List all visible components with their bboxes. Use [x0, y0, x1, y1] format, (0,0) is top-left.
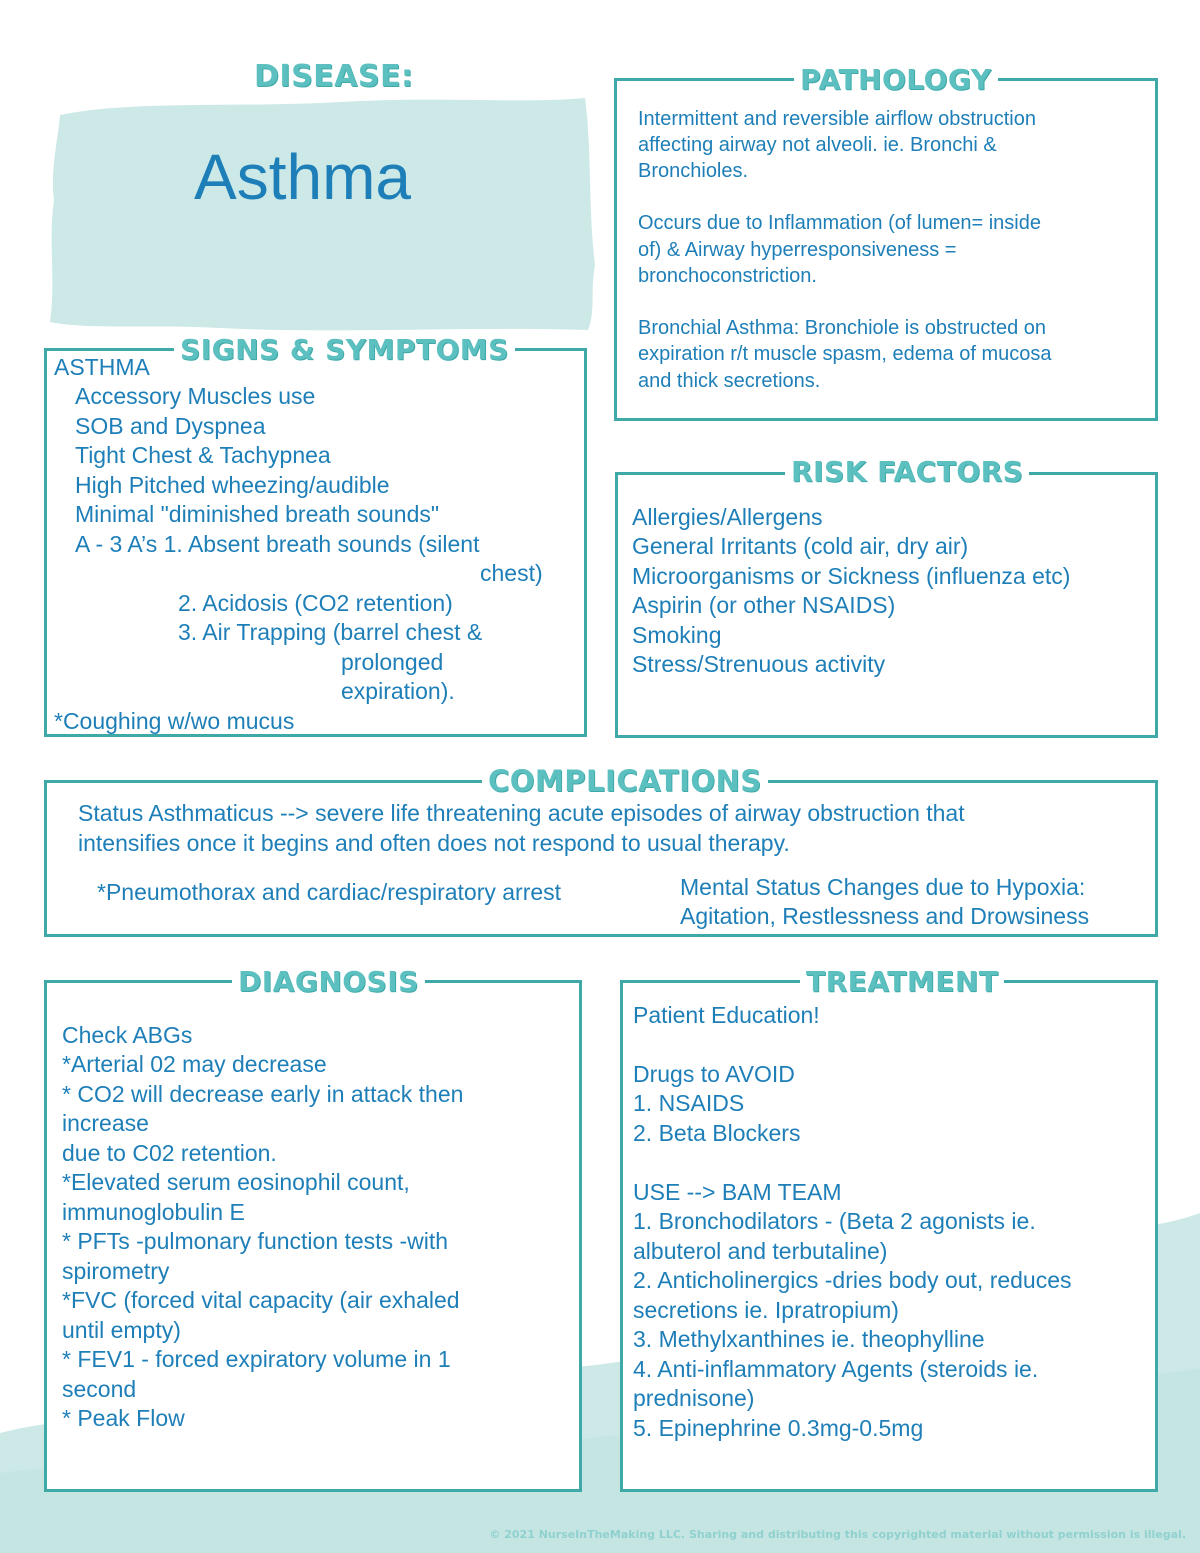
diagnosis-line: increase — [62, 1110, 149, 1136]
treatment-line: 1. NSAIDS — [633, 1090, 745, 1116]
signs-line: *Coughing w/wo mucus — [54, 708, 295, 734]
risk-factors-heading: RISK FACTORS — [785, 458, 1029, 486]
diagnosis-line: *Elevated serum eosinophil count, — [62, 1169, 410, 1195]
risk-line: Microorganisms or Sickness (influenza etc) — [632, 563, 1071, 589]
treatment-line: 1. Bronchodilators - (Beta 2 agonists ie. — [633, 1208, 1036, 1234]
pathology-line: of) & Airway hyperresponsiveness = — [638, 239, 957, 261]
diagnosis-line: * PFTs -pulmonary function tests -with — [62, 1228, 449, 1254]
signs-line: prolonged — [341, 649, 444, 675]
signs-line: chest) — [480, 560, 543, 586]
complications-heading: COMPLICATIONS — [482, 767, 768, 796]
risk-line: Allergies/Allergens — [632, 504, 823, 530]
diagnosis-line: Check ABGs — [62, 1022, 193, 1048]
pathology-line: Intermittent and reversible airflow obstruction — [638, 108, 1036, 130]
pathology-line: Bronchioles. — [638, 160, 749, 182]
diagnosis-line: * CO2 will decrease early in attack then — [62, 1081, 464, 1107]
signs-line: expiration). — [341, 678, 455, 704]
treatment-heading: TREATMENT — [800, 968, 1004, 996]
pathology-line: bronchoconstriction. — [638, 265, 817, 287]
diagnosis-line: spirometry — [62, 1258, 170, 1284]
signs-line: Minimal "diminished breath sounds" — [75, 501, 440, 527]
complications-line: *Pneumothorax and cardiac/respiratory arrest — [97, 879, 562, 905]
risk-line: Aspirin (or other NSAIDS) — [632, 592, 896, 618]
complications-line: Mental Status Changes due to Hypoxia: — [680, 874, 1086, 900]
disease-brush-blob — [40, 90, 600, 340]
diagnosis-line: *FVC (forced vital capacity (air exhaled — [62, 1287, 460, 1313]
treatment-line: 4. Anti-inflammatory Agents (steroids ie. — [633, 1356, 1039, 1382]
diagnosis-line: until empty) — [62, 1317, 181, 1343]
treatment-line: albuterol and terbutaline) — [633, 1238, 888, 1264]
pathology-line: Occurs due to Inflammation (of lumen= inside — [638, 212, 1041, 234]
pathology-heading: PATHOLOGY — [794, 66, 998, 94]
disease-heading: DISEASE: — [254, 59, 414, 94]
treatment-line: 5. Epinephrine 0.3mg-0.5mg — [633, 1415, 924, 1441]
signs-line: A - 3 A’s 1. Absent breath sounds (silent — [75, 531, 480, 557]
risk-line: Smoking — [632, 622, 722, 648]
diagnosis-line: *Arterial 02 may decrease — [62, 1051, 327, 1077]
diagnosis-line: due to C02 retention. — [62, 1140, 277, 1166]
copyright-footer: © 2021 NurseInTheMaking LLC. Sharing and distributing this copyrighted material without permission is illegal. — [489, 1528, 1186, 1541]
signs-line: Accessory Muscles use — [75, 383, 316, 409]
disease-name: Asthma — [194, 141, 411, 213]
diagnosis-line: * FEV1 - forced expiratory volume in 1 — [62, 1346, 451, 1372]
signs-line: 2. Acidosis (CO2 retention) — [178, 590, 453, 616]
pathology-line: affecting airway not alveoli. ie. Bronchi & — [638, 134, 997, 156]
risk-line: Stress/Strenuous activity — [632, 651, 886, 677]
pathology-line: and thick secretions. — [638, 370, 821, 392]
signs-line: SOB and Dyspnea — [75, 413, 266, 439]
diagnosis-line: * Peak Flow — [62, 1405, 185, 1431]
complications-line: intensifies once it begins and often does not respond to usual therapy. — [78, 830, 790, 856]
signs-line: ASTHMA — [54, 354, 150, 380]
pathology-line: expiration r/t muscle spasm, edema of mucosa — [638, 343, 1052, 365]
signs-line: High Pitched wheezing/audible — [75, 472, 390, 498]
signs-line: 3. Air Trapping (barrel chest & — [178, 619, 483, 645]
risk-line: General Irritants (cold air, dry air) — [632, 533, 969, 559]
treatment-line: 2. Beta Blockers — [633, 1120, 801, 1146]
treatment-line: Patient Education! — [633, 1002, 820, 1028]
treatment-line: USE --> BAM TEAM — [633, 1179, 842, 1205]
signs-line: Tight Chest & Tachypnea — [75, 442, 331, 468]
complications-line: Status Asthmaticus --> severe life threatening acute episodes of airway obstruction that — [78, 800, 965, 826]
treatment-line: 3. Methylxanthines ie. theophylline — [633, 1326, 985, 1352]
signs-symptoms-heading: SIGNS & SYMPTOMS — [174, 336, 515, 364]
diagnosis-line: immunoglobulin E — [62, 1199, 245, 1225]
treatment-line: secretions ie. Ipratropium) — [633, 1297, 899, 1323]
treatment-line: 2. Anticholinergics -dries body out, reduces — [633, 1267, 1072, 1293]
complications-line: Agitation, Restlessness and Drowsiness — [680, 903, 1090, 929]
treatment-line: prednisone) — [633, 1385, 755, 1411]
diagnosis-heading: DIAGNOSIS — [232, 968, 425, 996]
treatment-line: Drugs to AVOID — [633, 1061, 795, 1087]
pathology-line: Bronchial Asthma: Bronchiole is obstructed on — [638, 317, 1046, 339]
diagnosis-line: second — [62, 1376, 137, 1402]
